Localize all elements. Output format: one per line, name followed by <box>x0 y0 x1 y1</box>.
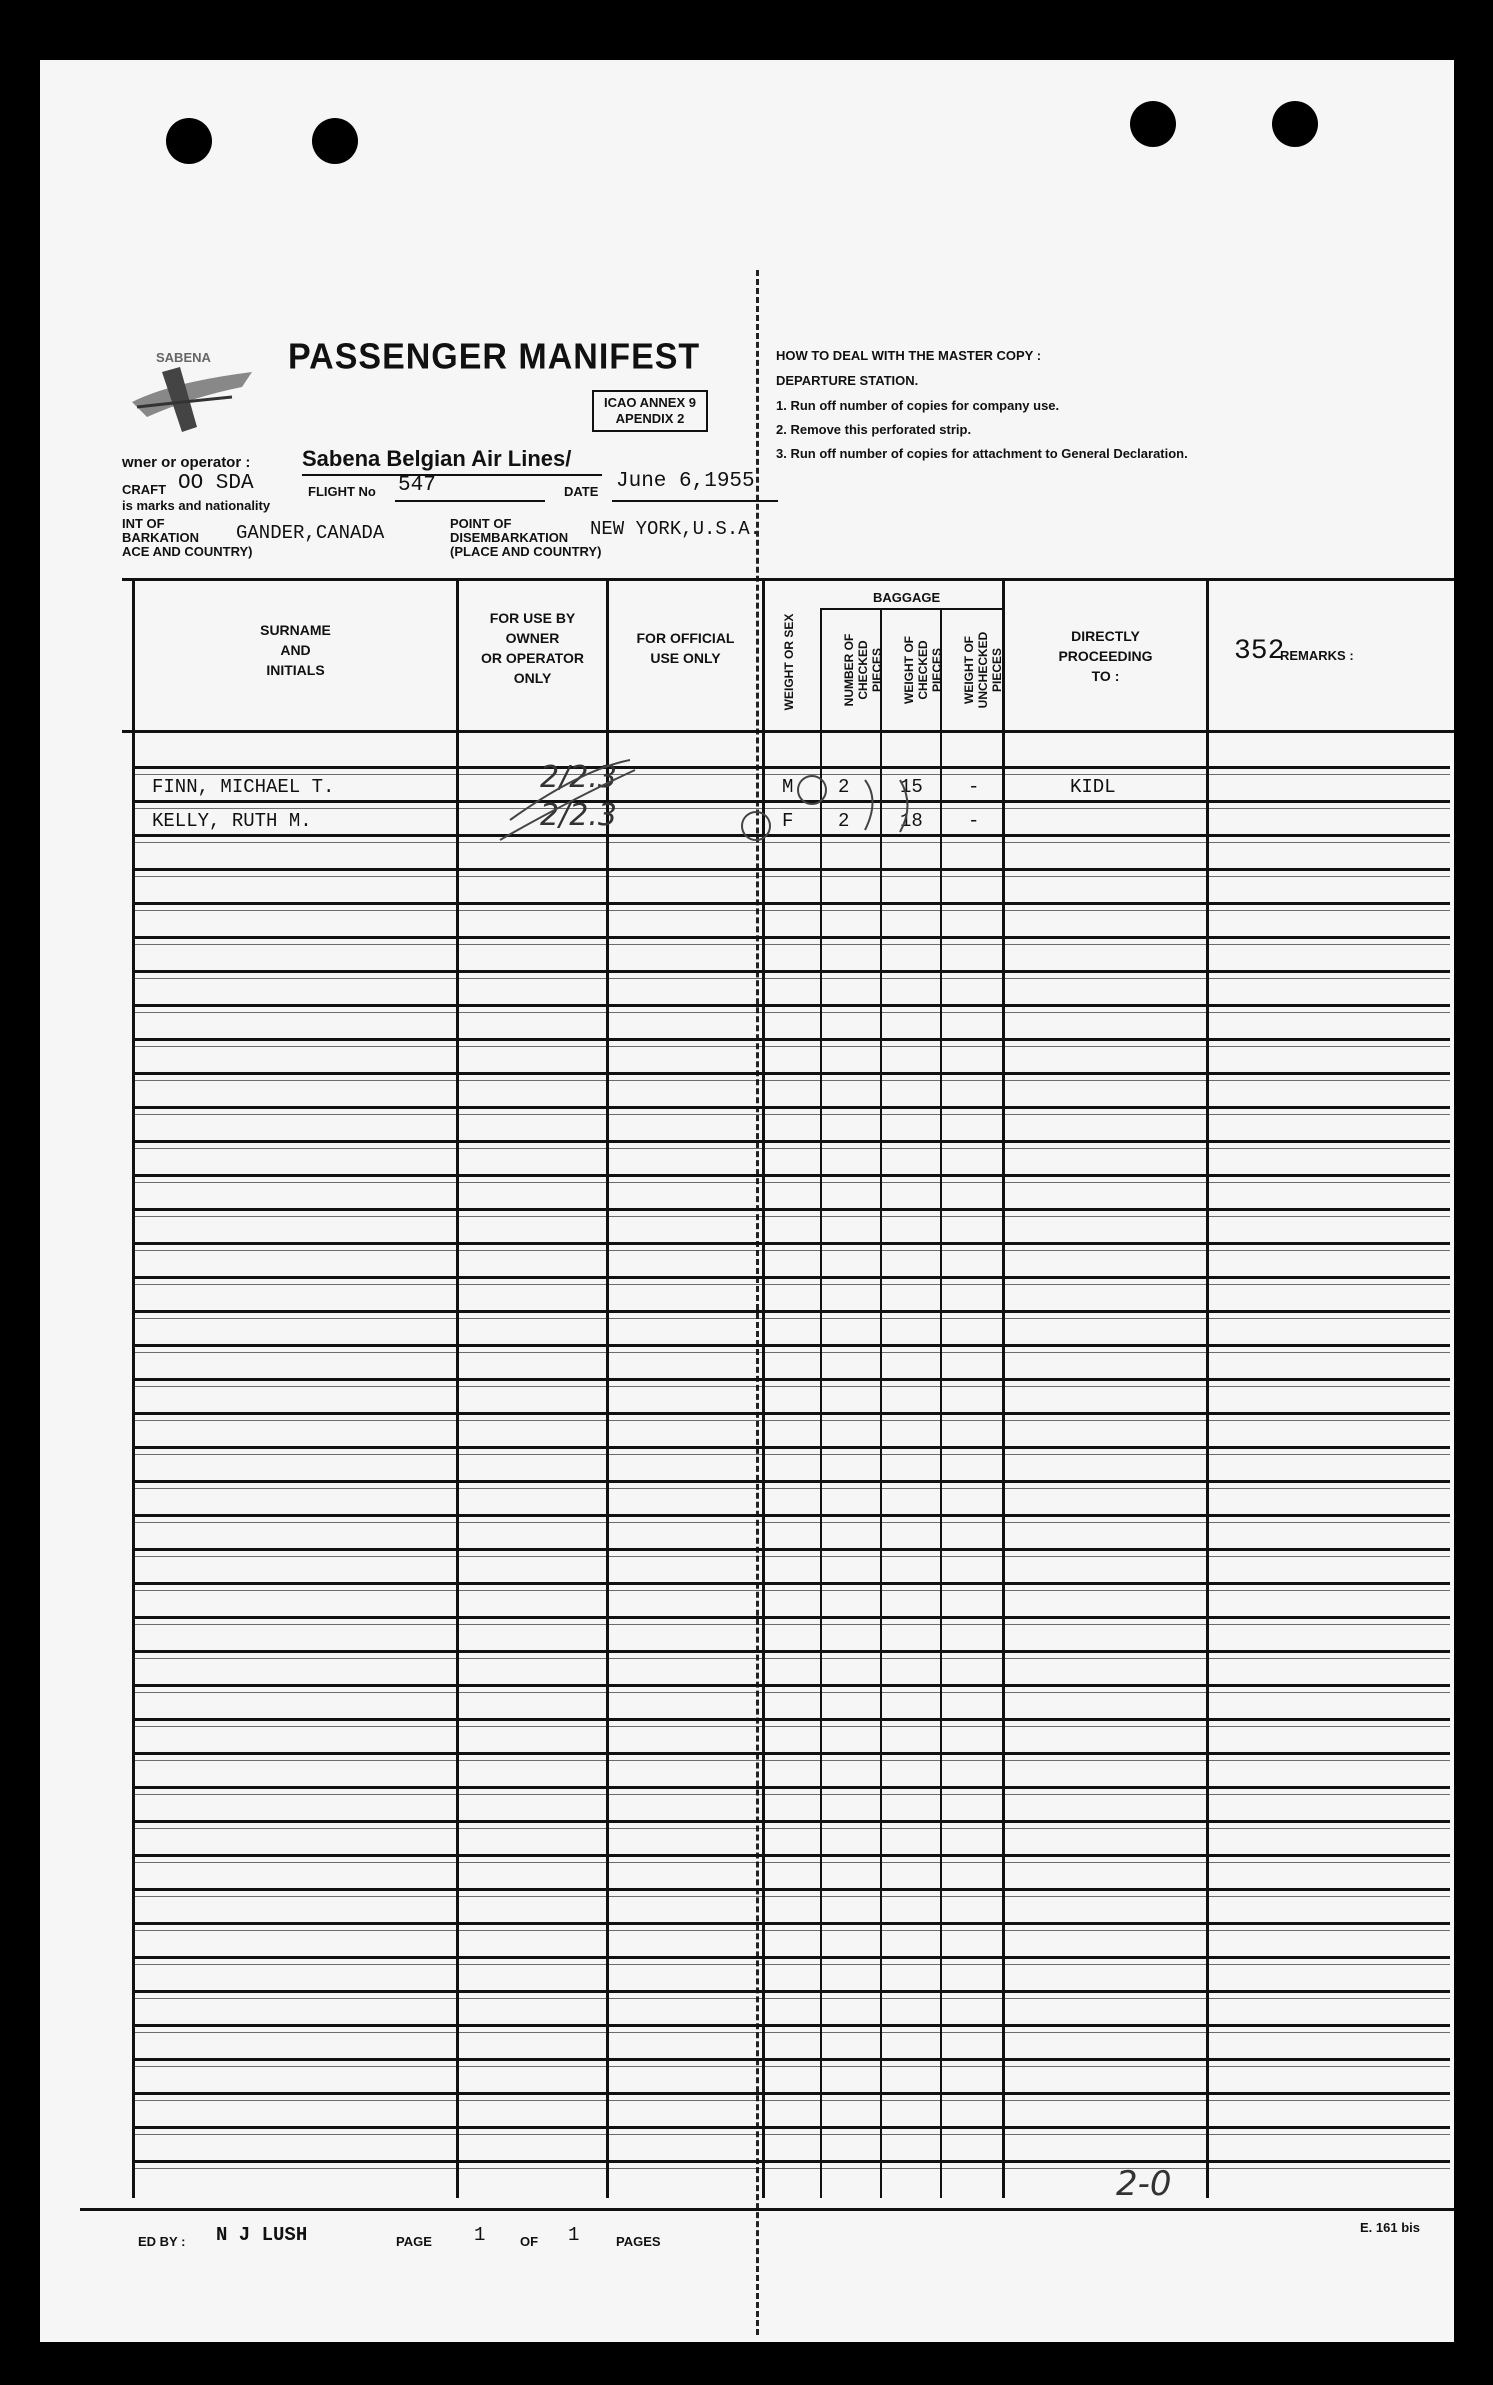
disembark-label-2: DISEMBARKATION <box>450 530 569 545</box>
ruled-line <box>132 1276 1450 1279</box>
passenger-1-owner-mark: 2/2.3 <box>540 760 617 795</box>
ruled-line <box>132 2160 1450 2163</box>
ruled-line <box>132 1896 1450 1897</box>
date-underline <box>612 500 778 502</box>
ruled-line <box>132 1582 1450 1585</box>
ruled-line <box>132 1998 1450 1999</box>
ruled-line <box>132 1012 1450 1013</box>
manifest-sheet <box>40 60 1454 2342</box>
passenger-2-name: KELLY, RUTH M. <box>152 810 312 832</box>
ruled-line <box>132 1174 1450 1177</box>
ruled-line <box>132 1888 1450 1891</box>
ruled-line <box>132 876 1450 877</box>
craft-value: OO SDA <box>178 472 254 495</box>
ruled-line <box>132 1148 1450 1149</box>
header-weight-unchecked: WEIGHT OF UNCHECKED PIECES <box>962 631 1004 709</box>
ruled-line <box>132 1250 1450 1251</box>
ruled-line <box>132 1038 1450 1041</box>
header-weight-sex: WEIGHT OR SEX <box>782 613 796 711</box>
ruled-line <box>132 902 1450 905</box>
operator-value: Sabena Belgian Air Lines/ <box>302 446 572 471</box>
instructions-subheading: DEPARTURE STATION. <box>776 373 919 388</box>
header-remarks: REMARKS : <box>1280 648 1354 663</box>
disembark-label-1: POINT OF <box>450 516 512 531</box>
ruled-line <box>132 978 1450 979</box>
ruled-line <box>132 1590 1450 1591</box>
flight-underline <box>395 500 545 502</box>
craft-label: CRAFT <box>122 482 167 497</box>
annex-line-1: ICAO ANNEX 9 <box>604 395 696 410</box>
ruled-line <box>132 1922 1450 1925</box>
page-value: 1 <box>474 2224 486 2246</box>
ruled-line <box>132 1930 1450 1931</box>
ruled-line <box>132 1412 1450 1415</box>
ruled-line <box>132 2100 1450 2101</box>
ruled-line <box>132 1352 1450 1353</box>
ruled-line <box>132 2066 1450 2067</box>
ruled-line <box>132 1072 1450 1075</box>
ruled-line <box>132 1208 1450 1211</box>
ruled-line <box>132 1446 1450 1449</box>
operator-label: wner or operator : <box>122 454 251 471</box>
ruled-line <box>132 1820 1450 1823</box>
ruled-line <box>132 1786 1450 1789</box>
ruled-line <box>132 1556 1450 1557</box>
date-label: DATE <box>564 484 599 499</box>
column-divider <box>1206 578 1209 2198</box>
ruled-line <box>132 1386 1450 1387</box>
ruled-line <box>132 1956 1450 1959</box>
embark-label-2: BARKATION <box>122 530 200 545</box>
ruled-line <box>132 1106 1450 1109</box>
header-official: FOR OFFICIAL USE ONLY <box>636 630 735 666</box>
ruled-line <box>132 1658 1450 1659</box>
ruled-line <box>132 1004 1450 1007</box>
passenger-2-weight: 18 <box>900 810 923 832</box>
instruction-step-1: 1. Run off number of copies for company use. <box>776 398 1060 413</box>
header-surname: SURNAME AND INITIALS <box>260 622 331 678</box>
instruction-step-3: 3. Run off number of copies for attachment to General Declaration. <box>776 446 1188 461</box>
ruled-line <box>132 1692 1450 1693</box>
header-baggage: BAGGAGE <box>873 590 941 605</box>
ruled-line <box>132 1760 1450 1761</box>
ruled-line <box>132 1684 1450 1687</box>
ruled-line <box>132 1718 1450 1721</box>
ruled-line <box>132 1318 1450 1319</box>
ruled-line <box>132 1046 1450 1047</box>
header-number-checked: NUMBER OF CHECKED PIECES <box>842 633 884 707</box>
logo-text: SABENA <box>156 350 211 365</box>
ruled-line <box>132 1650 1450 1653</box>
ruled-line <box>132 1854 1450 1857</box>
footer-rule <box>80 2208 1454 2211</box>
document-title: PASSENGER MANIFEST <box>288 337 701 377</box>
date-value: June 6,1955 <box>616 470 755 493</box>
punch-hole <box>1272 101 1318 147</box>
ruled-line <box>132 1514 1450 1517</box>
passenger-2-owner-mark: 2/2.3 <box>540 798 617 833</box>
passenger-1-pieces: 2 <box>838 776 850 798</box>
column-divider <box>132 578 135 2198</box>
ruled-line <box>132 1480 1450 1483</box>
ruled-line <box>132 1344 1450 1347</box>
passenger-1-sex: M <box>782 776 794 798</box>
disembark-value: NEW YORK,U.S.A. <box>590 518 762 540</box>
ruled-line <box>132 1242 1450 1245</box>
ruled-line <box>132 1616 1450 1619</box>
header-weight-checked: WEIGHT OF CHECKED PIECES <box>902 636 944 704</box>
ruled-line <box>132 1964 1450 1965</box>
ruled-line <box>132 1454 1450 1455</box>
ruled-line <box>132 2058 1450 2061</box>
ruled-line <box>132 1284 1450 1285</box>
ruled-line <box>132 1488 1450 1489</box>
ruled-line <box>132 1310 1450 1313</box>
annex-box <box>592 390 708 432</box>
ruled-line <box>132 1080 1450 1081</box>
instruction-step-2: 2. Remove this perforated strip. <box>776 422 972 437</box>
marks-label: is marks and nationality <box>122 498 271 513</box>
ruled-line <box>132 1182 1450 1183</box>
passenger-2-pieces: 2 <box>838 810 850 832</box>
table-top-border <box>122 578 1454 581</box>
handwritten-total: 2-0 <box>1116 2164 1172 2204</box>
ruled-line <box>132 2134 1450 2135</box>
ruled-line <box>132 1140 1450 1143</box>
ruled-line <box>132 1990 1450 1993</box>
handwritten-check-mark <box>460 700 1020 860</box>
ruled-line <box>132 944 1450 945</box>
passenger-2-unchecked: - <box>968 810 980 832</box>
punch-hole <box>1130 101 1176 147</box>
column-divider <box>456 578 459 2198</box>
embark-label-3: ACE AND COUNTRY) <box>122 544 253 559</box>
punch-hole <box>312 118 358 164</box>
embark-value: GANDER,CANADA <box>236 522 385 544</box>
ruled-line <box>132 2168 1450 2169</box>
ruled-line <box>132 1548 1450 1551</box>
ruled-line <box>132 2092 1450 2095</box>
remarks-number: 352 <box>1234 636 1285 667</box>
prepared-by-label: ED BY : <box>138 2234 186 2249</box>
ruled-line <box>132 1862 1450 1863</box>
instructions-heading: HOW TO DEAL WITH THE MASTER COPY : <box>776 348 1042 363</box>
ruled-line <box>132 1828 1450 1829</box>
ruled-line <box>132 2126 1450 2129</box>
ruled-line <box>132 1726 1450 1727</box>
disembark-label-3: (PLACE AND COUNTRY) <box>450 544 602 559</box>
ruled-line <box>132 910 1450 911</box>
passenger-2-sex: F <box>782 810 794 832</box>
operator-underline <box>302 474 602 476</box>
header-owner: FOR USE BY OWNER OR OPERATOR ONLY <box>481 610 584 686</box>
ruled-line <box>132 2024 1450 2027</box>
ruled-line <box>132 1794 1450 1795</box>
ruled-line <box>132 1522 1450 1523</box>
ruled-line <box>132 1752 1450 1755</box>
ruled-line <box>132 1216 1450 1217</box>
ruled-line <box>132 2032 1450 2033</box>
ruled-line <box>132 1378 1450 1381</box>
embark-label-1: INT OF <box>122 516 165 531</box>
page-label: PAGE <box>396 2234 432 2249</box>
header-proceeding: DIRECTLY PROCEEDING TO : <box>1058 628 1153 684</box>
ruled-line <box>132 936 1450 939</box>
passenger-1-weight: 15 <box>900 776 923 798</box>
passenger-1-name: FINN, MICHAEL T. <box>152 776 335 798</box>
annex-line-2: APENDIX 2 <box>615 411 685 426</box>
of-label: OF <box>520 2234 539 2249</box>
ruled-line <box>132 1114 1450 1115</box>
ruled-line <box>132 1420 1450 1421</box>
prepared-by-value: N J LUSH <box>216 2224 308 2246</box>
flight-label: FLIGHT No <box>308 484 376 499</box>
flight-value: 547 <box>398 474 436 497</box>
pages-label: PAGES <box>616 2234 661 2249</box>
punch-hole <box>166 118 212 164</box>
ruled-line <box>132 970 1450 973</box>
passenger-1-unchecked: - <box>968 776 980 798</box>
ruled-line <box>132 1624 1450 1625</box>
ruled-line <box>132 868 1450 871</box>
of-value: 1 <box>568 2224 580 2246</box>
passenger-1-proceeding: KIDL <box>1070 776 1116 798</box>
baggage-header-rule <box>820 608 1002 610</box>
form-code: E. 161 bis <box>1360 2220 1420 2235</box>
